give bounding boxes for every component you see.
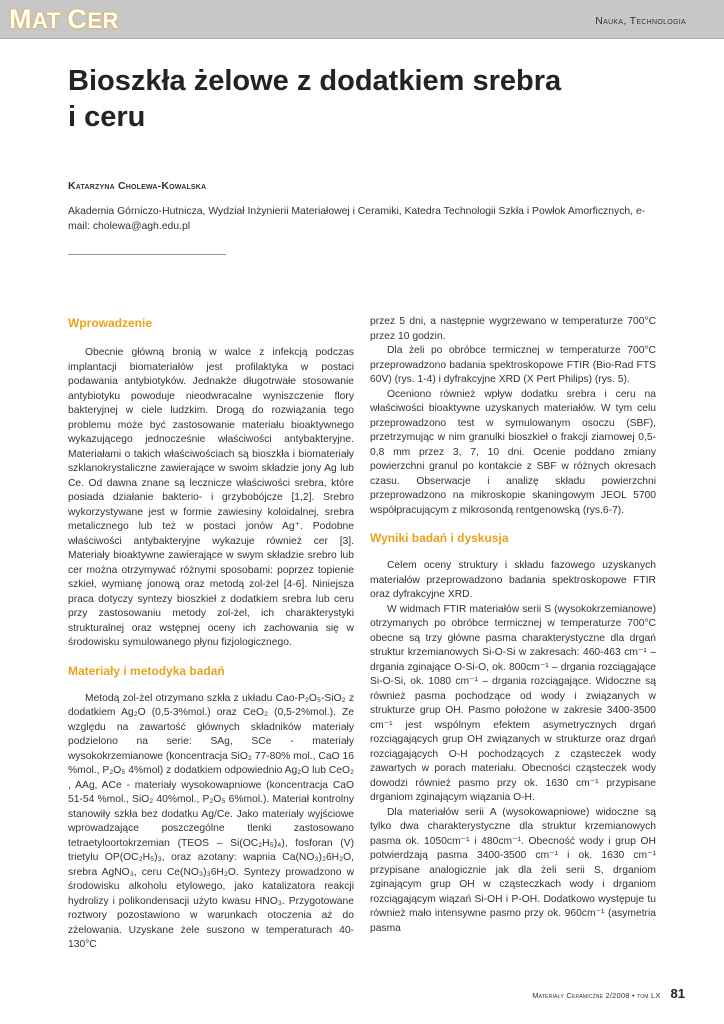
header-bar — [0, 0, 724, 39]
divider — [68, 254, 226, 255]
paragraph: Dla materiałów serii A (wysokowapniowe) widoczne są tylko dwa charakterystyczne dla struktur krzemianowych pasma ok. 1050cm⁻¹ i 480cm⁻¹. Obecność wody i grup OH potwierdzają pasma 3400-3500 cm⁻¹ i ok. 1630 cm⁻¹ przypisane analogicznie jak dla żeli serii S, drganiom zginającym grup OH w cząsteczkach wody i drganiom rozciągającym wiązań Si-OH i P-OH. Dodatkowo występuje tu również mało intensywne pasmo przy ok. 960cm⁻¹ (asymetria pasma — [370, 806, 656, 934]
paragraph: Celem oceny struktury i składu fazowego uzyskanych materiałów przeprowadzono badania spektroskopowe FTIR oraz dyfrakcyjne XRD. — [370, 560, 656, 600]
paragraph: Metodą zol-żel otrzymano szkła z układu Cao-P₂O₅-SiO₂ z dodatkiem Ag₂O (0,5-3%mol.) oraz CeO₂ (0,5-2%mol.). Ze względu na zawartość głównych składników materiały podzielono na serie: SAg, SCe - materiały wysokokrzemianowe (koncentracja SiO₂ 77-80% mol., CaO 16 %mol., P₂O₅ 4%mol) z dodatkiem odpowiednio Ag₂O lub CeO₂ , AAg, ACe - materiały wysokowapniowe (koncentracja CaO 51-54 %mol., SiO₂ 40%mol., P₂O₅ 6%mol.). Materiał kontrolny stanowiły szkła bez dodatku Ag/Ce. Jako materiały wyjściowe wprowadzające poszczególne tlenki zastosowano tetraetyloortokrzemian (TEOS – Si(OC₂H₅)₄), fosforan (V) trietylu OP(OC₂H₅)₃, oraz azotany: wapnia Ca(NO₃)₂6H₂O, srebra AgNO₃, ceru Ce(NO₃)₃6H₂O. Syntezy prowadzono w środowisku alkoholu etylowego, jako katalizatora reakcji hydrolizy i polikondensacji użyto kwasu HNO₃. Przygotowane roztwory pozostawiono w warunkach otoczenia aż do zżelowania. Uzyskane żele suszono w temperaturach 40-130°C — [68, 692, 354, 950]
heading-materials-methods: Materiały i metodyka badań — [68, 663, 225, 678]
page-number: 81 — [670, 986, 685, 1001]
paragraph: W widmach FTIR materiałów serii S (wysokokrzemianowe) otrzymanych po obróbce termicznej w temperaturze 700°C obecne są trzy główne pasma charakterystyczne dla drgań struktur krzemianowych Si-O-Si w zakresach: 460-463 cm⁻¹ – drgania zginające O-Si-O, ok. 800cm⁻¹ – drgania rozciągające Si-O-Si, ok. 1080 cm⁻¹ – drgania rozciągające. Widoczne są również pasma pochodzące od wody i związanych w strukturze grup OH. Pasmo położone w zakresie 3400-3500 cm⁻¹ jest wspólnym efektem asymetrycznych drgań rozciągających grup OH związanych w strukturze oraz drgań rozciągających O-H pochodzących z cząsteczek wody zawartych w porach materiału. Obecności cząsteczek wody dowodzi również pasmo przy ok. 1630 cm⁻¹ przypisane drganiom zginającym wiązania O-H. — [370, 603, 656, 803]
right-column — [370, 315, 656, 936]
logo-text-er: ER — [87, 7, 119, 33]
logo-text-at: AT — [32, 7, 68, 33]
title-line-1: Bioszkła żelowe z dodatkiem srebra — [68, 65, 562, 97]
author-name: Katarzyna Cholewa-Kowalska — [68, 180, 207, 192]
heading-introduction: Wprowadzenie — [68, 316, 153, 330]
heading-results-discussion: Wyniki badań i dyskusja — [370, 531, 509, 545]
paragraph: Dla żeli po obróbce termicznej w temperaturze 700°C przeprowadzono badania spektroskopowe FTIR (Bio-Rad FTS 60V) (rys. 1-4) i dyfrakcyjne XRD (X Pert Philips) (rys. 5). — [370, 345, 656, 385]
title-line-2: i ceru — [68, 101, 146, 133]
author-affiliation: Akademia Górniczo-Hutnicza, Wydział Inżynierii Materiałowej i Ceramiki, Katedra Technologii Szkła i Powłok Amorficznych, e-mail: cholewa@agh.edu.pl — [68, 206, 646, 232]
journal-citation: Materiały Ceramiczne 2/2008 • tom LX — [532, 991, 661, 1000]
paragraph: Obecnie główną bronią w walce z infekcją podczas implantacji biomateriałów jest profilaktyka w postaci podawania antybiotyków. Jednakże długotrwałe stosowanie antybiotyku powoduje nieodwracalne wyniszczenie flory bakteryjnej w ciele ludzkim. Drogą do rozwiązania tego problemu może być zastosowanie materiału bioaktywnego wykazującego jednocześnie właściwości antybakteryjne. Materiałami o takich właściwościach są bioszkła i biomateriały szklanokrystaliczne zawierające w swoim składzie jony Ag lub Ce. Od dawna znane są lecznicze właściwości srebra, które posiada działanie bakterio- i grzybobójcze [1,2]. Srebro wykorzystywane jest w formie zawiesiny koloidalnej, srebra metalicznego lub też w postaci jonów Ag⁺. Podobne właściwości antybakteryjne wykazuje również cer [3]. Materiały bioaktywne zawierające w swym składzie srebro lub cer można otrzymywać różnymi sposobami: poprzez topienie szkieł, wymianę jonową oraz metodą zol-żel [4-6]. Niniejsza praca dotyczy syntezy bioszkieł z dodatkiem srebra lub ceru przy zastosowaniu metody zol-żel, ich charakterystyki strukturalnej oraz wstępnej oceny ich zachowania się w środowisku symulowanego płynu fizjologicznego. — [68, 347, 354, 648]
page-footer — [532, 986, 685, 1001]
paragraph: Oceniono również wpływ dodatku srebra i ceru na właściwości bioaktywne uzyskanych materiałów. W tym celu przeprowadzono test w symulowanym osoczu (SBF), przetrzymując w nim granulki bioszkieł o frakcji ziarnowej 0,5-0,8 mm przez 3, 7, 10 dni. Ocenie poddano zmiany powierzchni granul po kontakcie z SBF w różnych okresach czasu. Obserwacje i analizę składu powierzchni przeprowadzono na mikroskopie skaningowym JEOL 5700 współpracującym z mikrosondą rentgenowską (rys.6-7). — [370, 388, 656, 516]
logo-letter-m: M — [9, 3, 32, 34]
journal-logo — [9, 4, 119, 34]
left-column — [68, 315, 354, 953]
paragraph: przez 5 dni, a następnie wygrzewano w temperaturze 700°C przez 10 godzin. — [370, 316, 656, 342]
logo-letter-c: C — [67, 3, 88, 34]
article-title — [68, 63, 668, 135]
section-label: Nauka, Technologia — [595, 15, 686, 27]
